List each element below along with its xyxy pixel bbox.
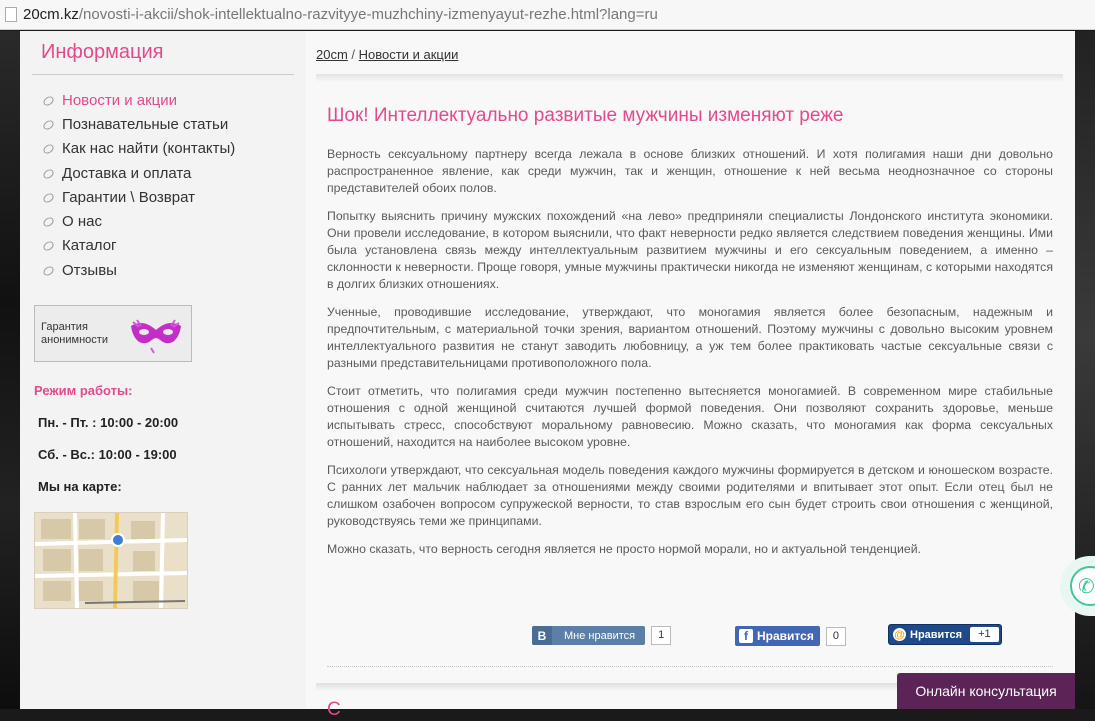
fb-like-widget [735, 626, 846, 646]
mail-like-count: +1 [970, 627, 999, 642]
sidebar-item-reviews[interactable] [42, 258, 235, 282]
divider [32, 74, 294, 75]
breadcrumb [316, 47, 458, 62]
sidebar-item-label: Как нас найти (контакты) [62, 140, 236, 158]
sidebar-item-label: Новости и акции [62, 91, 178, 109]
ring-bullet-icon [42, 118, 55, 131]
anonymity-banner[interactable] [34, 305, 192, 362]
article-body [327, 146, 1053, 569]
background-left [0, 31, 20, 709]
article-title: Шок! Интеллектуально развитые мужчины изменяют реже [327, 105, 844, 126]
sidebar-item-label: О нас [62, 213, 102, 231]
main-content [306, 31, 1075, 720]
hours-weekdays: Пн. - Пт. : 10:00 - 20:00 [38, 415, 179, 430]
fb-like-label: Нравится [757, 629, 814, 643]
sidebar-nav [42, 88, 235, 282]
next-article-title[interactable]: С [327, 699, 341, 720]
article-paragraph: Ученные, проводившие исследование, утверждают, что моногамия является более безопасным, надежным и предпочтительным, с материальной точки зрения, вариантом отношений. Поэтому мужчины с довольно высоким уровнем интеллектуального развития не станут заводить любовницу, а уж тем более практиковать частые сексуальные связи с разными представительницами противоположного пола. [327, 305, 1053, 370]
ring-bullet-icon [42, 264, 55, 277]
ring-bullet-icon [42, 94, 55, 107]
sidebar-item-delivery[interactable] [42, 161, 235, 185]
breadcrumb-separator: / [351, 47, 356, 62]
sidebar [20, 31, 306, 709]
ring-bullet-icon [42, 215, 55, 228]
ring-bullet-icon [42, 142, 55, 155]
sidebar-item-label: Гарантии \ Возврат [62, 188, 195, 206]
sidebar-item-news[interactable] [42, 88, 235, 112]
map-thumbnail[interactable] [34, 512, 188, 609]
page-icon [5, 7, 17, 22]
ring-bullet-icon [42, 167, 55, 180]
article-paragraph: Стоит отметить, что полигамия среди мужчин постепенно вытесняется моногамией. В современном мире стабильные отношения с одной женщиной считаются лучшей формой поведения. Они позволяют сохранить здоровье, меньше испытывать стресс, способствуют моральному равновесию. Можно сказать, что моногамия как форма сексуальных отношений, находится на наиболее высоком уровне. [327, 384, 1053, 449]
url-text[interactable] [23, 6, 658, 23]
mask-icon [127, 314, 185, 354]
breadcrumb-current-link[interactable]: Новости и акции [358, 47, 459, 62]
ring-bullet-icon [42, 239, 55, 252]
divider [327, 666, 1053, 667]
sidebar-item-catalog[interactable] [42, 234, 235, 258]
article-paragraph: Можно сказать, что верность сегодня является не просто нормой морали, но и актуальной тенденцией. [327, 542, 922, 556]
vk-like-button[interactable] [532, 626, 645, 645]
hours-title: Режим работы: [34, 383, 133, 398]
phone-icon: ✆ [1070, 566, 1095, 606]
sidebar-item-label: Отзывы [62, 261, 117, 279]
map-pin-icon [111, 533, 125, 547]
fb-like-button[interactable] [735, 626, 820, 646]
vk-like-count: 1 [651, 626, 671, 645]
online-consultation-button[interactable]: Онлайн консультация [897, 673, 1075, 709]
fb-like-count: 0 [826, 627, 846, 646]
mail-at-icon: @ [894, 628, 905, 641]
mail-like-widget [888, 624, 1002, 645]
breadcrumb-home-link[interactable]: 20cm [316, 47, 348, 62]
sidebar-item-label: Каталог [62, 237, 117, 255]
vk-logo-icon: В [532, 626, 552, 645]
map-title: Мы на карте: [38, 479, 122, 494]
anonymity-banner-text: Гарантия анонимности [41, 321, 108, 346]
article-paragraph: Психологи утверждают, что сексуальная модель поведения каждого мужчины формируется в детском и юношеском возрасте. С ранних лет мальчик наблюдает за отношениями между своими родителями и впитывает этот опыт. Если отец был не слишком озабочен вопросом супружеской верности, то став взрослым его сын будет строить свои отношения с женщиной, руководствуясь теми же принципами. [327, 463, 1053, 528]
address-bar[interactable] [0, 0, 1095, 30]
sidebar-item-articles[interactable] [42, 112, 235, 136]
vk-like-label: Мне нравится [564, 629, 636, 642]
divider [316, 74, 1063, 82]
ring-bullet-icon [42, 191, 55, 204]
map-streets [35, 513, 187, 608]
facebook-icon: f [739, 629, 753, 643]
mail-like-label: Нравится [910, 628, 963, 641]
vk-like-widget [532, 626, 671, 645]
sidebar-title: Информация [41, 41, 164, 63]
sidebar-item-label: Познавательные статьи [62, 115, 229, 133]
article-paragraph: Попытку выяснить причину мужских похождений «на лево» предприняли специалисты Лондонского института экономики. Они провели исследование, в котором выяснили, что факт неверности редко является следствием поведения женщины. Ими была установлена связь между интеллектуальным развитием мужчины и его сексуальным поведением, а именно – склонности к неверности. Проще говоря, умные мужчины практически никогда не изменяют женщинам, с которыми находятся в долгих близких отношениях. [327, 209, 1053, 291]
article-paragraph: Верность сексуальному партнеру всегда лежала в основе близких отношений. И хотя полигамия наши дни довольно распространенное явление, как среди мужчин, так и женщин, отношение к ней весьма неоднозначное со стороны представителей обоих полов. [327, 147, 1053, 195]
sidebar-item-contacts[interactable] [42, 137, 235, 161]
url-domain: 20cm.kz [23, 6, 79, 23]
sidebar-item-label: Доставка и оплата [62, 164, 192, 182]
url-path: /novosti-i-akcii/shok-intellektualno-razvityye-muzhchiny-izmenyayut-rezhe.html?lang=ru [78, 6, 658, 23]
sidebar-item-guarantees[interactable] [42, 185, 235, 209]
hours-weekend: Сб. - Вс.: 10:00 - 19:00 [38, 447, 177, 462]
mail-like-button[interactable] [888, 624, 1002, 645]
sidebar-item-about[interactable] [42, 209, 235, 233]
